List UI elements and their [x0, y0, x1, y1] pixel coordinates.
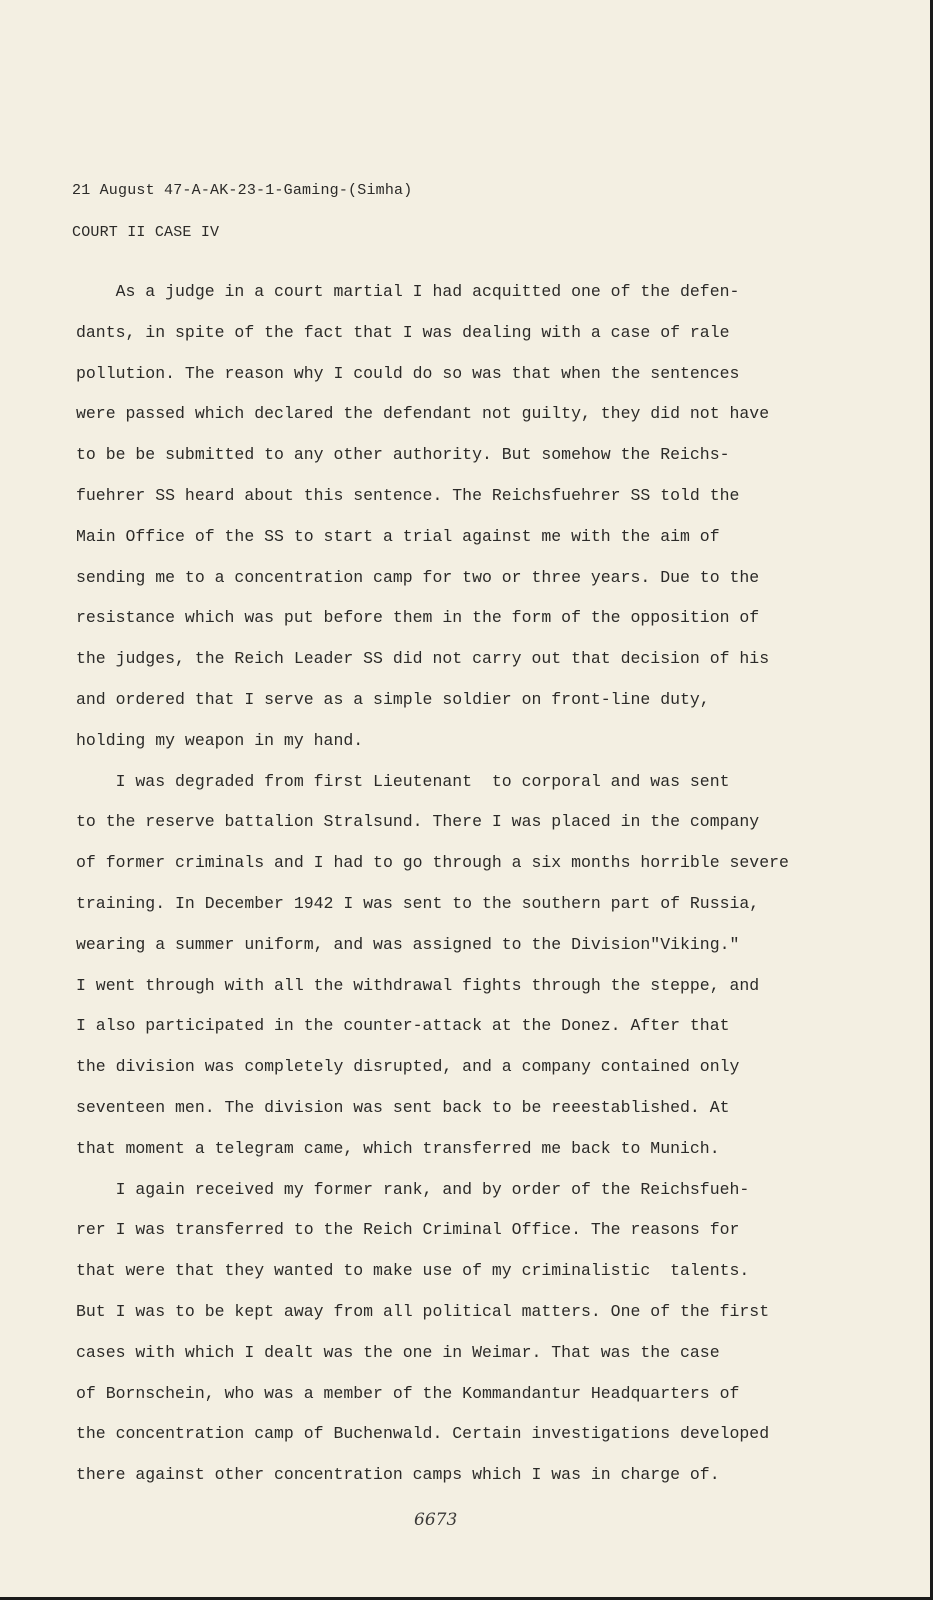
page-number: 6673 — [414, 1510, 458, 1530]
text-line: of former criminals and I had to go through a six months horrible severe — [76, 853, 789, 873]
text-line: fuehrer SS heard about this sentence. The Reichsfuehrer SS told the — [76, 485, 740, 505]
text-line: and ordered that I serve as a simple soldier on front-line duty, — [76, 689, 710, 709]
text-line: the division was completely disrupted, and a company contained only — [76, 1057, 740, 1077]
text-line: pollution. The reason why I could do so was that when the sentences — [76, 363, 740, 383]
text-line: holding my weapon in my hand. — [76, 730, 364, 750]
text-line: the concentration camp of Buchenwald. Certain investigations developed — [76, 1424, 770, 1444]
text-line: I also participated in the counter-attack at the Donez. After that — [76, 1016, 730, 1036]
text-line: to the reserve battalion Stralsund. There I was placed in the company — [76, 812, 760, 832]
text-line: were passed which declared the defendant not guilty, they did not have — [76, 404, 770, 424]
text-line: I was degraded from first Lieutenant to corporal and was sent — [76, 771, 730, 791]
text-line: I went through with all the withdrawal fights through the steppe, and — [76, 975, 760, 995]
document-body — [76, 272, 896, 1496]
court-case-heading: COURT II CASE IV — [72, 224, 220, 241]
text-line: seventeen men. The division was sent back to be reeestablished. At — [76, 1097, 730, 1117]
text-line: dants, in spite of the fact that I was dealing with a case of rale — [76, 322, 730, 342]
text-line: that moment a telegram came, which transferred me back to Munich. — [76, 1138, 720, 1158]
text-line: As a judge in a court martial I had acquitted one of the defen- — [76, 282, 740, 301]
document-reference: 21 August 47-A-AK-23-1-Gaming-(Simha) — [72, 182, 413, 199]
text-line: there against other concentration camps which I was in charge of. — [76, 1465, 720, 1485]
text-line: wearing a summer uniform, and was assigned to the Division"Viking." — [76, 934, 740, 954]
text-line: training. In December 1942 I was sent to the southern part of Russia, — [76, 893, 760, 913]
text-line: to be be submitted to any other authority. But somehow the Reichs- — [76, 445, 730, 465]
text-line: rer I was transferred to the Reich Criminal Office. The reasons for — [76, 1220, 740, 1240]
text-line: of Bornschein, who was a member of the Kommandantur Headquarters of — [76, 1383, 740, 1403]
text-line: that were that they wanted to make use of my criminalistic talents. — [76, 1261, 750, 1281]
text-line: the judges, the Reich Leader SS did not carry out that decision of his — [76, 649, 770, 669]
text-line: sending me to a concentration camp for two or three years. Due to the — [76, 567, 760, 587]
text-line: I again received my former rank, and by order of the Reichsfueh- — [76, 1179, 750, 1199]
text-line: resistance which was put before them in the form of the opposition of — [76, 608, 760, 628]
text-line: cases with which I dealt was the one in Weimar. That was the case — [76, 1342, 720, 1362]
text-line: But I was to be kept away from all political matters. One of the first — [76, 1301, 770, 1321]
text-line: Main Office of the SS to start a trial against me with the aim of — [76, 526, 720, 546]
